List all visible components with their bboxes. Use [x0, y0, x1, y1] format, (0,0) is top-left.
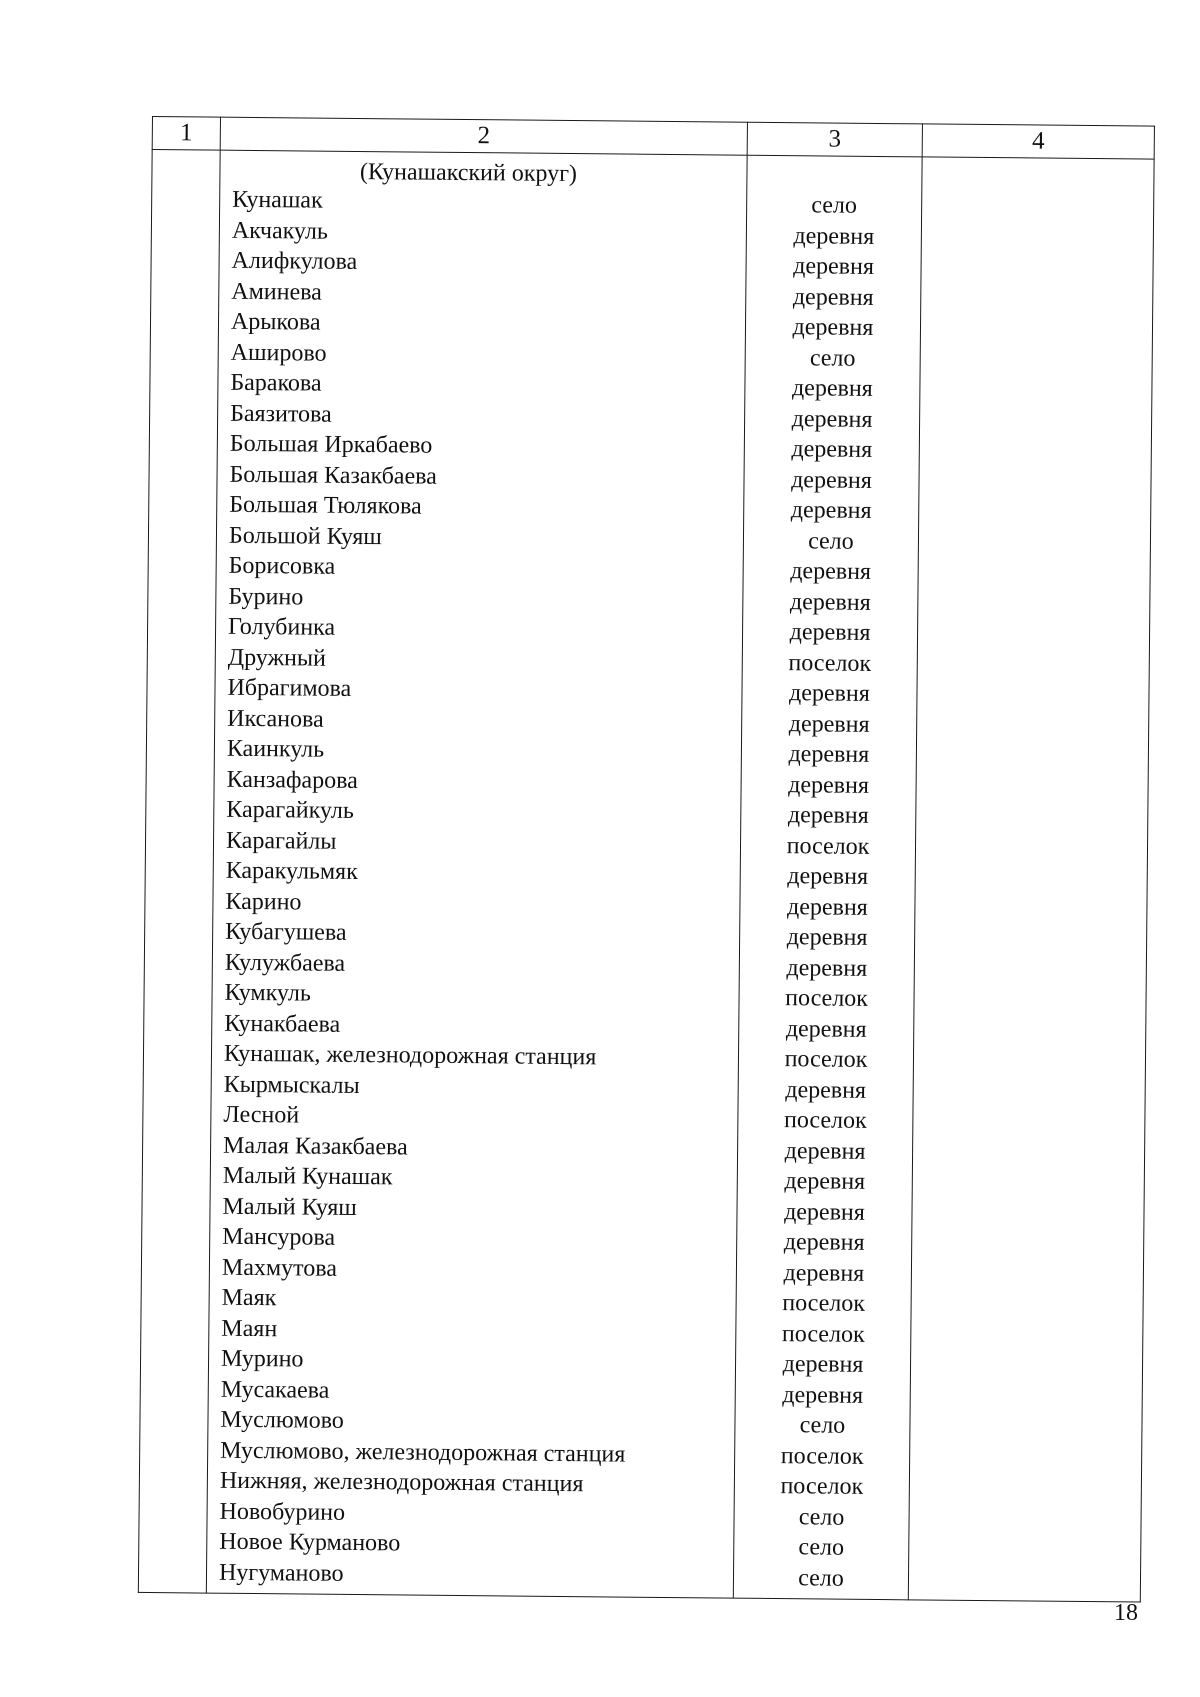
- settlement-type: деревня: [787, 802, 869, 829]
- settlement-name: Карагайкуль: [226, 796, 354, 824]
- settlement-name: Мусакаева: [220, 1376, 330, 1404]
- settlement-name: Арыкова: [230, 308, 321, 336]
- settlement-name: Канзафарова: [226, 766, 358, 794]
- settlement-name: Мурино: [220, 1345, 304, 1373]
- column-3-cell: [733, 155, 922, 1600]
- settlement-type: поселок: [783, 1107, 867, 1134]
- settlement-type: поселок: [782, 1290, 866, 1317]
- settlement-name: Кунашак: [232, 186, 323, 214]
- settlement-type: поселок: [786, 832, 870, 860]
- settlement-name: Большая Казакбаева: [229, 461, 437, 490]
- settlement-name: Баракова: [230, 369, 322, 397]
- settlement-name: Аширово: [230, 339, 327, 367]
- settlement-type: деревня: [786, 893, 868, 921]
- column-4-cell: [908, 157, 1154, 1602]
- settlement-names-column: [207, 151, 747, 1593]
- column-header-1: 1: [152, 117, 220, 151]
- column-header-4: 4: [922, 124, 1154, 159]
- body-row: [138, 150, 1154, 1603]
- settlement-type: деревня: [790, 558, 872, 585]
- settlement-type: деревня: [788, 710, 870, 738]
- settlement-name: Муслюмово, железнодорожная станция: [220, 1437, 626, 1468]
- settlement-type: деревня: [784, 1137, 866, 1165]
- settlement-name: Борисовка: [228, 552, 336, 580]
- settlement-type: деревня: [788, 680, 870, 707]
- settlement-types-list: [734, 156, 922, 1595]
- settlement-type: село: [809, 344, 856, 372]
- settlement-type: деревня: [789, 588, 871, 616]
- settlement-name: Каинкуль: [226, 735, 325, 763]
- settlement-name: Новое Курманово: [219, 1528, 401, 1557]
- settlement-type: деревня: [793, 253, 875, 280]
- page-number: 18: [1114, 1600, 1138, 1626]
- settlement-type: деревня: [784, 1168, 866, 1195]
- settlement-type: село: [799, 1412, 846, 1439]
- settlement-name: Ибрагимова: [227, 674, 352, 702]
- settlement-type: село: [798, 1503, 845, 1531]
- settlement-name: Большая Иркабаево: [229, 430, 433, 459]
- settlement-type: деревня: [782, 1381, 864, 1409]
- settlement-type: деревня: [785, 1076, 867, 1104]
- settlement-type: деревня: [784, 1198, 865, 1226]
- settlement-name: Малый Кунашак: [222, 1162, 393, 1191]
- settlement-name: Дружный: [227, 644, 327, 672]
- settlement-type: село: [811, 192, 858, 219]
- settlement-name: Маяк: [221, 1284, 277, 1312]
- settlement-type: деревня: [792, 283, 874, 311]
- settlement-name: Кубагушева: [225, 918, 347, 946]
- settlement-type: деревня: [792, 314, 874, 341]
- settlement-name: Мансурова: [222, 1223, 336, 1251]
- settlement-name: Новобурино: [219, 1498, 346, 1526]
- settlement-name: Маян: [221, 1315, 278, 1342]
- settlement-type: село: [798, 1564, 844, 1592]
- settlement-name: Кунакбаева: [224, 1010, 341, 1038]
- settlements-table: [138, 116, 1155, 1603]
- settlement-names-list: [207, 185, 746, 1593]
- settlement-name: Аминева: [231, 278, 322, 306]
- settlement-name: Иксанова: [227, 705, 324, 733]
- settlement-name: Алифкулова: [231, 247, 358, 275]
- settlement-type: деревня: [791, 436, 873, 463]
- settlement-name: Голубинка: [227, 613, 336, 641]
- settlement-type: деревня: [793, 222, 875, 250]
- settlement-type: поселок: [780, 1442, 864, 1470]
- settlement-type: деревня: [785, 1015, 867, 1043]
- settlement-name: Большая Тюлякова: [229, 491, 422, 520]
- settlement-name: Муслюмово: [220, 1406, 344, 1434]
- settlement-name: Акчакуль: [231, 217, 328, 245]
- settlement-type: деревня: [790, 497, 872, 524]
- settlement-type: село: [798, 1534, 845, 1561]
- settlement-name: Нижняя, железнодорожная станция: [219, 1467, 584, 1498]
- settlement-name: Большой Куяш: [228, 522, 382, 550]
- settlement-type: село: [808, 527, 854, 555]
- column-header-2: 2: [220, 117, 747, 155]
- settlement-name: Бурино: [228, 583, 304, 610]
- settlement-name: Кулужбаева: [224, 949, 346, 977]
- settlement-name: Кунашак, железнодорожная станция: [223, 1040, 597, 1071]
- settlement-type: поселок: [785, 985, 869, 1012]
- group-label: (Кунашакский округ): [359, 158, 578, 188]
- settlement-type: деревня: [791, 375, 873, 402]
- column-header-3: 3: [747, 122, 922, 157]
- settlement-type: деревня: [783, 1259, 865, 1287]
- settlement-type: деревня: [782, 1351, 864, 1378]
- settlement-name: Лесной: [223, 1101, 300, 1129]
- settlement-type: деревня: [787, 863, 869, 890]
- settlement-type: поселок: [784, 1046, 868, 1073]
- settlement-name: Кырмыскалы: [223, 1071, 360, 1099]
- settlement-type: деревня: [791, 466, 873, 494]
- settlement-type: деревня: [791, 405, 873, 433]
- settlement-name: Карагайлы: [225, 827, 337, 855]
- settlement-type: деревня: [788, 771, 870, 799]
- settlement-name: Баязитова: [230, 400, 332, 428]
- settlement-type: поселок: [780, 1473, 864, 1500]
- settlement-name: Кумкуль: [224, 979, 311, 1007]
- settlement-type: деревня: [786, 954, 868, 982]
- settlement-type: деревня: [783, 1229, 865, 1256]
- settlement-type: деревня: [788, 741, 870, 768]
- settlement-type: поселок: [781, 1320, 865, 1348]
- settlement-name: Махмутова: [221, 1254, 338, 1282]
- settlement-type: поселок: [788, 649, 872, 677]
- settlement-name: Малый Куяш: [222, 1193, 357, 1221]
- settlement-name: Нугуманово: [218, 1559, 344, 1587]
- column-2-cell: [206, 150, 747, 1598]
- settlement-type: деревня: [786, 924, 868, 951]
- settlement-type: деревня: [789, 619, 871, 646]
- settlement-name: Малая Казакбаева: [222, 1132, 408, 1161]
- settlement-name: Каракульмяк: [225, 857, 358, 886]
- table-container: [138, 116, 1154, 1608]
- settlement-name: Карино: [225, 888, 302, 915]
